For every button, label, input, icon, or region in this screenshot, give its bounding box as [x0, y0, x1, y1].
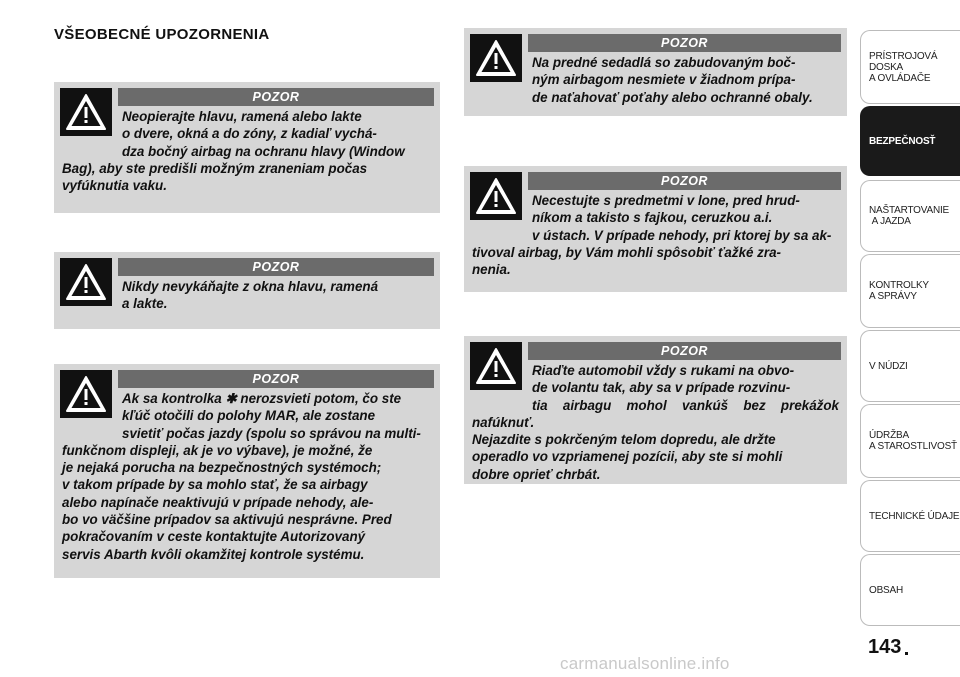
tab-label: NAŠTARTOVANIE	[869, 205, 950, 216]
section-title: VŠEOBECNÉ UPOZORNENIA	[54, 26, 270, 43]
tab-v-nudzi[interactable]	[860, 330, 960, 402]
tab-label: ÚDRŽBA	[869, 430, 909, 441]
warning-triangle-icon	[470, 34, 522, 82]
warning-box-head-lean	[54, 82, 440, 213]
warning-text: Ak sa kontrolka ✱ nerozsvieti potom, čo ste kľúč otočili do polohy MAR, ale zostane svietiť počas jazdy (spolu so správou na multi- funkčnom displeji, ak je vo výbave), je možné, že je nejaká porucha na bezpečnostných systémoch; v takom prípade by sa mohlo stať, že sa airbagy alebo napínače neaktivujú v prípade nehody, ale- bo vo väčšine prípadov sa aktivujú nesprávne. Pred pokračovaním v ceste kontaktujte Autorizovaný servis Abarth kvôli okamžitej kontrole systému.	[62, 391, 421, 562]
warning-text: Neopierajte hlavu, ramená alebo lakte o dvere, okná a do zóny, z kadiaľ vychá- dza bočný airbag na ochranu hlavy (Window Bag), aby ste predišli možným zraneniam počas vyfúknutia vaku.	[62, 109, 405, 194]
tab-label: A JAZDA	[871, 216, 911, 227]
warning-label: POZOR	[528, 34, 841, 52]
tab-nastartovanie[interactable]	[860, 180, 960, 252]
tab-label: A OVLÁDAČE	[869, 72, 931, 84]
warning-triangle-icon	[470, 342, 522, 390]
warning-box-indicator	[54, 364, 440, 578]
warning-triangle-icon	[60, 370, 112, 418]
warning-triangle-icon	[470, 172, 522, 220]
warning-label: POZOR	[528, 172, 841, 190]
tab-obsah[interactable]	[860, 554, 960, 626]
warning-box-steering	[464, 336, 847, 484]
tab-label: DOSKA	[869, 61, 904, 73]
warning-text: Nikdy nevykáňajte z okna hlavu, ramená a lakte.	[122, 279, 379, 312]
tab-label: A SPRÁVY	[869, 291, 917, 302]
tab-label: TECHNICKÉ ÚDAJE	[869, 510, 960, 522]
warning-label: POZOR	[118, 88, 434, 106]
page-number: 143	[868, 636, 902, 658]
warning-box-seat-covers	[464, 28, 847, 116]
tab-udrzba[interactable]	[860, 404, 960, 478]
tab-label: A STAROSTLIVOSŤ	[869, 441, 957, 452]
warning-box-window	[54, 252, 440, 329]
warning-text: Na predné sedadlá so zabudovaným boč- ným airbagom nesmiete v žiadnom prípa- de naťahovať poťahy alebo ochranné obaly.	[532, 55, 813, 105]
tab-kontrolky[interactable]	[860, 254, 960, 328]
tab-label: OBSAH	[869, 584, 904, 596]
watermark: carmanualsonline.info	[560, 654, 730, 673]
warning-label: POZOR	[118, 258, 434, 276]
tab-label: KONTROLKY	[869, 280, 929, 291]
tab-label: V NÚDZI	[869, 360, 908, 372]
warning-triangle-icon	[60, 258, 112, 306]
warning-text: Riaďte automobil vždy s rukami na obvo- de volantu tak, aby sa v prípade rozvinu- tia airbagu mohol vankúš bez prekážok nafúknuť. Nejazdite s pokrčeným telom dopredu, ale držte operadlo vo vzpriamenej pozícii, aby ste si mohli dobre oprieť chrbát.	[472, 363, 839, 482]
warning-triangle-icon	[60, 88, 112, 136]
tab-label: PRÍSTROJOVÁ	[869, 50, 938, 62]
tab-label: BEZPEČNOSŤ	[869, 135, 936, 147]
tab-technicke-udaje[interactable]	[860, 480, 960, 552]
tab-bezpecnost[interactable]	[860, 106, 960, 176]
warning-box-objects	[464, 166, 847, 292]
warning-text: Necestujte s predmetmi v lone, pred hrud- níkom a takisto s fajkou, ceruzkou a.i. v ústach. V prípade nehody, pri ktorej by sa ak- tivoval airbag, by Vám mohli spôsobiť ťažké zra- nenia.	[472, 193, 832, 278]
page-dot	[905, 652, 908, 655]
warning-label: POZOR	[528, 342, 841, 360]
warning-label: POZOR	[118, 370, 434, 388]
tab-pristrojova-doska[interactable]	[860, 30, 960, 104]
